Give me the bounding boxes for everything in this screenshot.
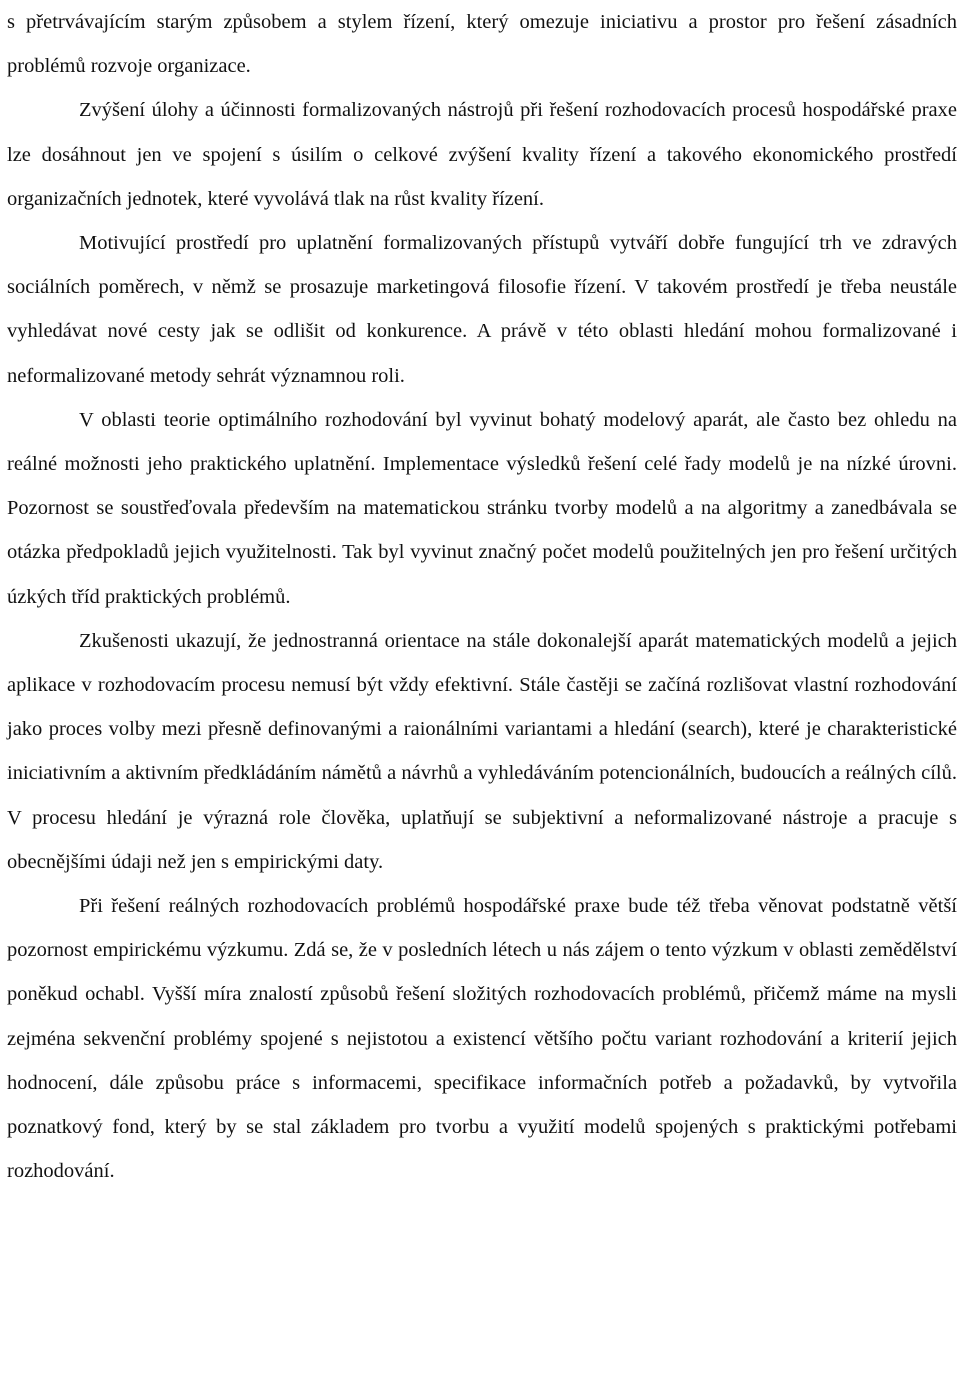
paragraph-optimal-decision-theory: V oblasti teorie optimálního rozhodování byl vyvinut bohatý modelový aparát, ale často bez ohledu na reálné možnosti jeho praktického uplatnění. Implementace výsledků řešení celé řady modelů je na nízké úrovni. Pozornost se soustřeďovala především na matematickou stránku tvorby modelů a na algoritmy a zanedbávala se otázka předpokladů jejich využitelnosti. Tak byl vyvinut značný počet modelů použitelných jen pro řešení určitých úzkých tříd praktických problémů. xyxy=(7,408,957,608)
paragraph-motivating-environment: Motivující prostředí pro uplatnění formalizovaných přístupů vytváří dobře fungující trh ve zdravých sociálních poměrech, v němž se prosazuje marketingová filosofie řízení. V takovém prostředí je třeba neustále vyhledávat nové cesty jak se odlišit od konkurence. A právě v této oblasti hledání mohou formalizované i neformalizované metody sehrát významnou roli. xyxy=(7,232,957,387)
paragraph-formalized-tools: Zvýšení úlohy a účinnosti formalizovaných nástrojů při řešení rozhodovacích procesů hospodářské praxe lze dosáhnout jen ve spojení s úsilím o celkové zvýšení kvality řízení a takového ekonomického prostředí organizačních jednotek, které vyvolává tlak na růst kvality řízení. xyxy=(7,99,957,210)
paragraph-experience: Zkušenosti ukazují, že jednostranná orientace na stále dokonalejší aparát matematických modelů a jejich aplikace v rozhodovacím procesu nemusí být vždy efektivní. Stále častěji se začíná rozlišovat vlastní rozhodování jako proces volby mezi přesně definovanými a raionálními variantami a hledání (search), které je charakteristické iniciativním a aktivním předkládáním námětů a návrhů a vyhledáváním potencionálních, budoucích a reálných cílů. V procesu hledání je výrazná role člověka, uplatňují se subjektivní a neformalizované nástroje a pracuje s obecnějšími údaji než jen s empirickými daty. xyxy=(7,629,957,873)
paragraph-continuation: s přetrvávajícím starým způsobem a stylem řízení, který omezuje iniciativu a prostor pro řešení zásadních problémů rozvoje organizace. xyxy=(7,11,957,78)
paragraph-empirical-research: Při řešení reálných rozhodovacích problémů hospodářské praxe bude též třeba věnovat podstatně větší pozornost empirickému výzkumu. Zdá se, že v posledních létech u nás zájem o tento výzkum v oblasti zemědělství poněkud ochabl. Vyšší míra znalostí způsobů řešení složitých rozhodovacích problémů, přičemž máme na mysli zejména sekvenční problémy spojené s nejistotou a existencí většího počtu variant rozhodování a kriterií jejich hodnocení, dále způsobu práce s informacemi, specifikace informačních potřeb a požadavků, by vytvořila poznatkový fond, který by se stal základem pro tvorbu a využití modelů spojených s praktickými potřebami rozhodování. xyxy=(7,895,957,1183)
